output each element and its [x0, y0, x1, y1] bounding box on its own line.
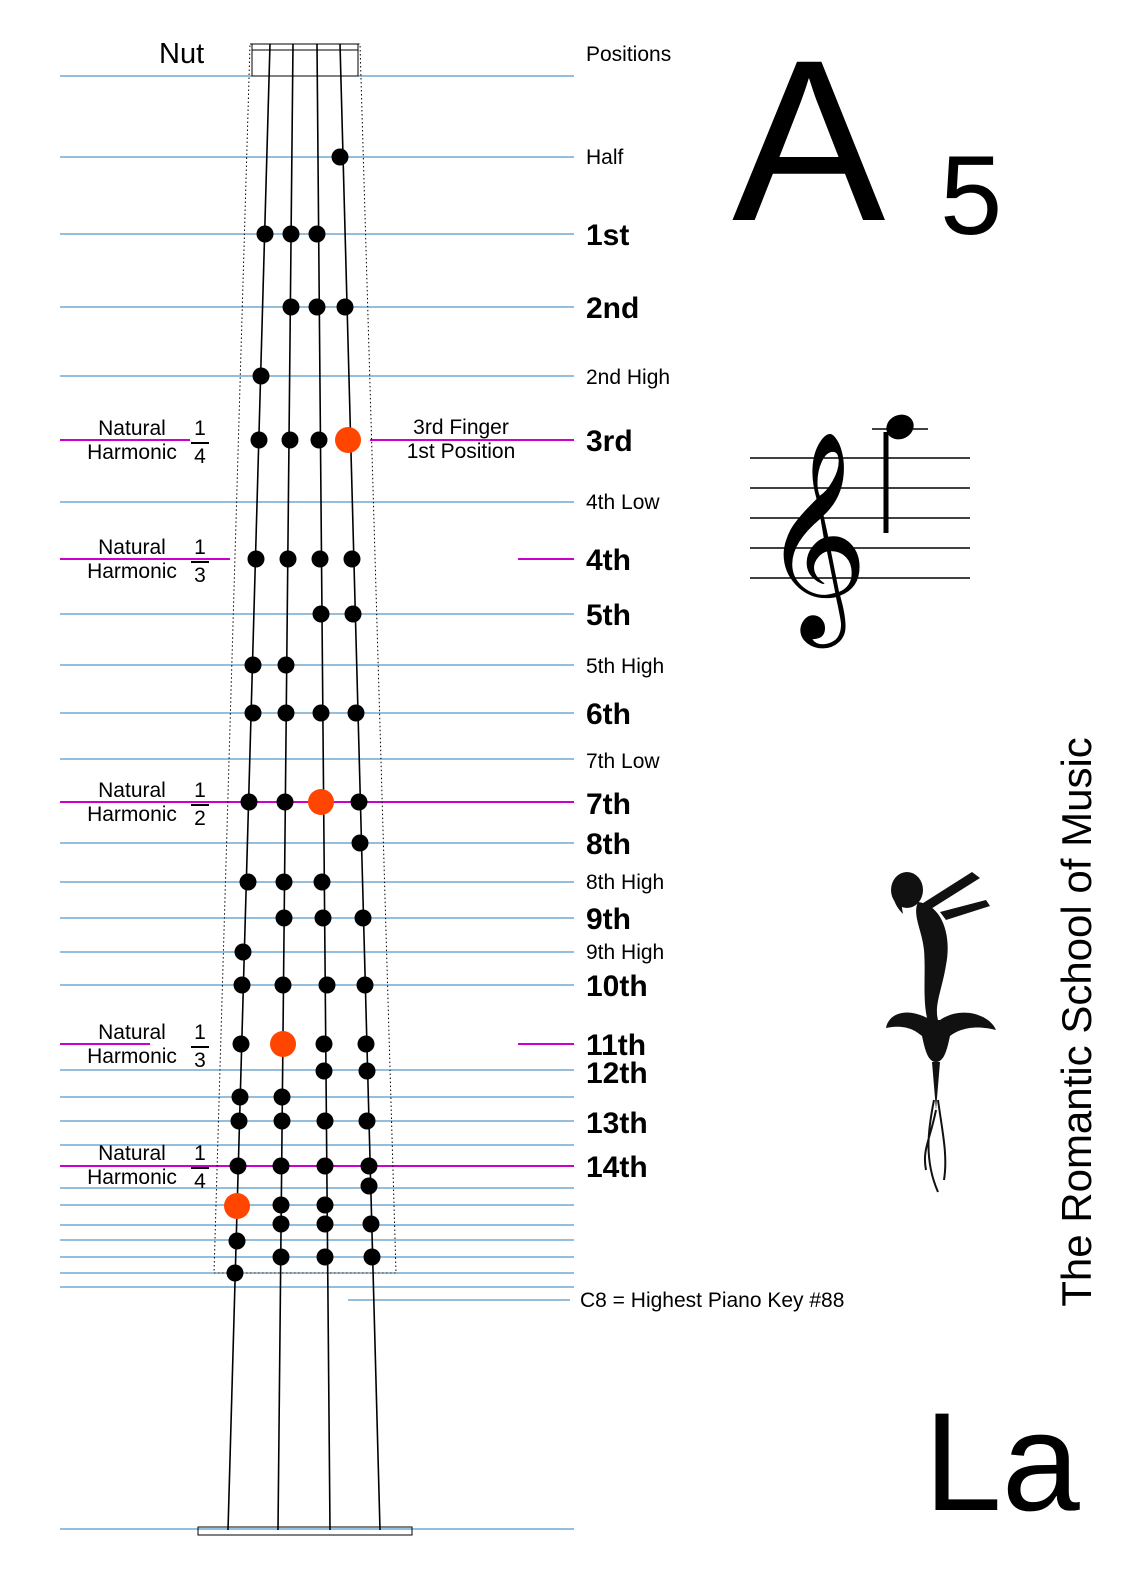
finger-dot	[313, 606, 330, 623]
position-label-4th-low: 4th Low	[586, 491, 660, 514]
finger-dot	[313, 705, 330, 722]
finger-dot	[357, 977, 374, 994]
position-label-1st: 1st	[586, 219, 630, 252]
finger-dot	[245, 705, 262, 722]
finger-dot	[314, 874, 331, 891]
solfege-syllable: La	[924, 1383, 1080, 1540]
finger-dot	[278, 705, 295, 722]
harmonic-fraction-3rd	[190, 417, 210, 469]
school-name: The Romantic School of Music	[1053, 737, 1100, 1307]
finger-dot	[233, 1036, 250, 1053]
fraction-denominator: 2	[194, 807, 206, 830]
position-label-half: Half	[586, 146, 624, 169]
harmonic-line1: Natural	[98, 536, 166, 559]
finger-dot	[317, 1216, 334, 1233]
finger-dot	[276, 910, 293, 927]
finger-dot	[276, 874, 293, 891]
position-label-3rd: 3rd	[586, 425, 633, 458]
position-label-2nd-high: 2nd High	[586, 366, 671, 389]
finger-dot	[344, 551, 361, 568]
finger-dot	[245, 657, 262, 674]
position-label-14th: 14th	[586, 1151, 648, 1184]
harmonic-label-14th	[78, 1142, 186, 1190]
finger-dot	[231, 1113, 248, 1130]
nut-label: Nut	[159, 38, 205, 70]
finger-dot	[352, 835, 369, 852]
harmonic-label-4th	[78, 536, 186, 584]
finger-dot	[312, 551, 329, 568]
finger-dot	[358, 1036, 375, 1053]
finger-dot	[355, 910, 372, 927]
position-label-8th-high: 8th High	[586, 871, 665, 894]
position-label-9th-high: 9th High	[586, 941, 665, 964]
highlight-dot	[270, 1031, 296, 1057]
finger-dot	[229, 1233, 246, 1250]
harmonic-fraction-7th	[190, 779, 210, 831]
finger-dot	[364, 1249, 381, 1266]
finger-dot	[317, 1249, 334, 1266]
highlight-dot	[308, 789, 334, 815]
finger-dot	[316, 1063, 333, 1080]
note-letter: A	[732, 12, 886, 269]
position-label-5th: 5th	[586, 599, 631, 632]
dancer-torso	[916, 902, 948, 1022]
violin-strings	[228, 44, 380, 1530]
finger-dot	[273, 1158, 290, 1175]
finger-dot	[282, 432, 299, 449]
finger-dot	[248, 551, 265, 568]
positions-heading: Positions	[586, 43, 672, 66]
finger-dot	[234, 977, 251, 994]
position-label-13th: 13th	[586, 1107, 648, 1140]
highlight-dot	[224, 1193, 250, 1219]
nut-box	[252, 44, 358, 76]
finger-dot	[315, 910, 332, 927]
position-label-8th: 8th	[586, 828, 631, 861]
treble-clef-staff-icon	[750, 410, 970, 648]
finger-dot	[309, 226, 326, 243]
violin-string	[340, 44, 380, 1530]
piano-key-note: C8 = Highest Piano Key #88	[580, 1289, 845, 1312]
harmonic-line2: Harmonic	[87, 1166, 177, 1189]
dancer-skirt	[886, 1012, 996, 1062]
finger-dots	[224, 149, 381, 1282]
finger-dot	[275, 977, 292, 994]
finger-dot	[361, 1178, 378, 1195]
finger-dot	[274, 1089, 291, 1106]
harmonic-line2: Harmonic	[87, 803, 177, 826]
fraction-denominator: 3	[194, 1049, 206, 1072]
fraction-denominator: 4	[194, 445, 206, 468]
dancer-flowers	[925, 1100, 945, 1192]
position-label-4th: 4th	[586, 544, 631, 577]
fraction-numerator: 1	[194, 536, 206, 559]
fraction-denominator: 4	[194, 1170, 206, 1193]
finger-dot	[317, 1113, 334, 1130]
harmonic-line2: Harmonic	[87, 441, 177, 464]
violin-shape	[940, 900, 990, 920]
finger-dot	[273, 1249, 290, 1266]
harmonic-line2: Harmonic	[87, 560, 177, 583]
fraction-numerator: 1	[194, 417, 206, 440]
harmonic-line1: Natural	[98, 779, 166, 802]
finger-dot	[241, 794, 258, 811]
violin-string	[278, 44, 293, 1530]
fraction-numerator: 1	[194, 1142, 206, 1165]
finger-dot	[309, 299, 326, 316]
finger-dot	[283, 299, 300, 316]
treble-clef-glyph: 𝄞	[762, 430, 869, 639]
fingerboard-outline	[198, 44, 412, 1535]
finger-dot	[337, 299, 354, 316]
finger-dot	[253, 368, 270, 385]
position-label-5th-high: 5th High	[586, 655, 665, 678]
finger-dot	[363, 1216, 380, 1233]
position-label-6th: 6th	[586, 698, 631, 731]
finger-dot	[274, 1113, 291, 1130]
position-label-9th: 9th	[586, 903, 631, 936]
finger-position-note	[400, 416, 522, 464]
finger-dot	[345, 606, 362, 623]
fraction-numerator: 1	[194, 1021, 206, 1044]
highlight-dot	[335, 427, 361, 453]
finger-dot	[277, 794, 294, 811]
finger-dot	[351, 794, 368, 811]
finger-dot	[311, 432, 328, 449]
position-label-10th: 10th	[586, 970, 648, 1003]
finger-dot	[348, 705, 365, 722]
finger-dot	[359, 1113, 376, 1130]
finger-dot	[230, 1158, 247, 1175]
finger-dot	[278, 657, 295, 674]
finger-dot	[317, 1197, 334, 1214]
finger-dot	[280, 551, 297, 568]
finger-dot	[273, 1197, 290, 1214]
harmonic-fraction-4th	[190, 536, 210, 588]
finger-dot	[251, 432, 268, 449]
finger-dot	[332, 149, 349, 166]
violinist-silhouette-icon	[886, 872, 996, 1192]
finger-dot	[235, 944, 252, 961]
fraction-numerator: 1	[194, 779, 206, 802]
finger-dot	[317, 1158, 334, 1175]
finger-note-line2: 1st Position	[406, 440, 516, 463]
position-label-7th-low: 7th Low	[586, 750, 660, 773]
position-label-11th: 11th	[586, 1029, 647, 1062]
finger-dot	[257, 226, 274, 243]
harmonic-label-3rd	[78, 417, 186, 465]
harmonic-line1: Natural	[98, 1142, 166, 1165]
note-octave: 5	[940, 133, 1003, 258]
harmonic-line2: Harmonic	[87, 1045, 177, 1068]
violin-string	[228, 44, 270, 1530]
finger-dot	[227, 1265, 244, 1282]
finger-dot	[361, 1158, 378, 1175]
finger-dot	[232, 1089, 249, 1106]
position-label-7th: 7th	[586, 788, 631, 821]
finger-dot	[240, 874, 257, 891]
fraction-denominator: 3	[194, 564, 206, 587]
finger-dot	[273, 1216, 290, 1233]
harmonic-fraction-11th	[190, 1021, 210, 1073]
violin-string	[317, 44, 330, 1530]
finger-note-line1: 3rd Finger	[413, 416, 509, 439]
finger-dot	[316, 1036, 333, 1053]
harmonic-line1: Natural	[98, 1021, 166, 1044]
position-label-12th: 12th	[586, 1057, 648, 1090]
harmonic-label-11th	[78, 1021, 186, 1069]
harmonic-fraction-14th	[190, 1142, 210, 1194]
finger-dot	[319, 977, 336, 994]
finger-dot	[359, 1063, 376, 1080]
position-label-2nd: 2nd	[586, 292, 640, 325]
harmonic-line1: Natural	[98, 417, 166, 440]
finger-dot	[283, 226, 300, 243]
harmonic-label-7th	[78, 779, 186, 827]
